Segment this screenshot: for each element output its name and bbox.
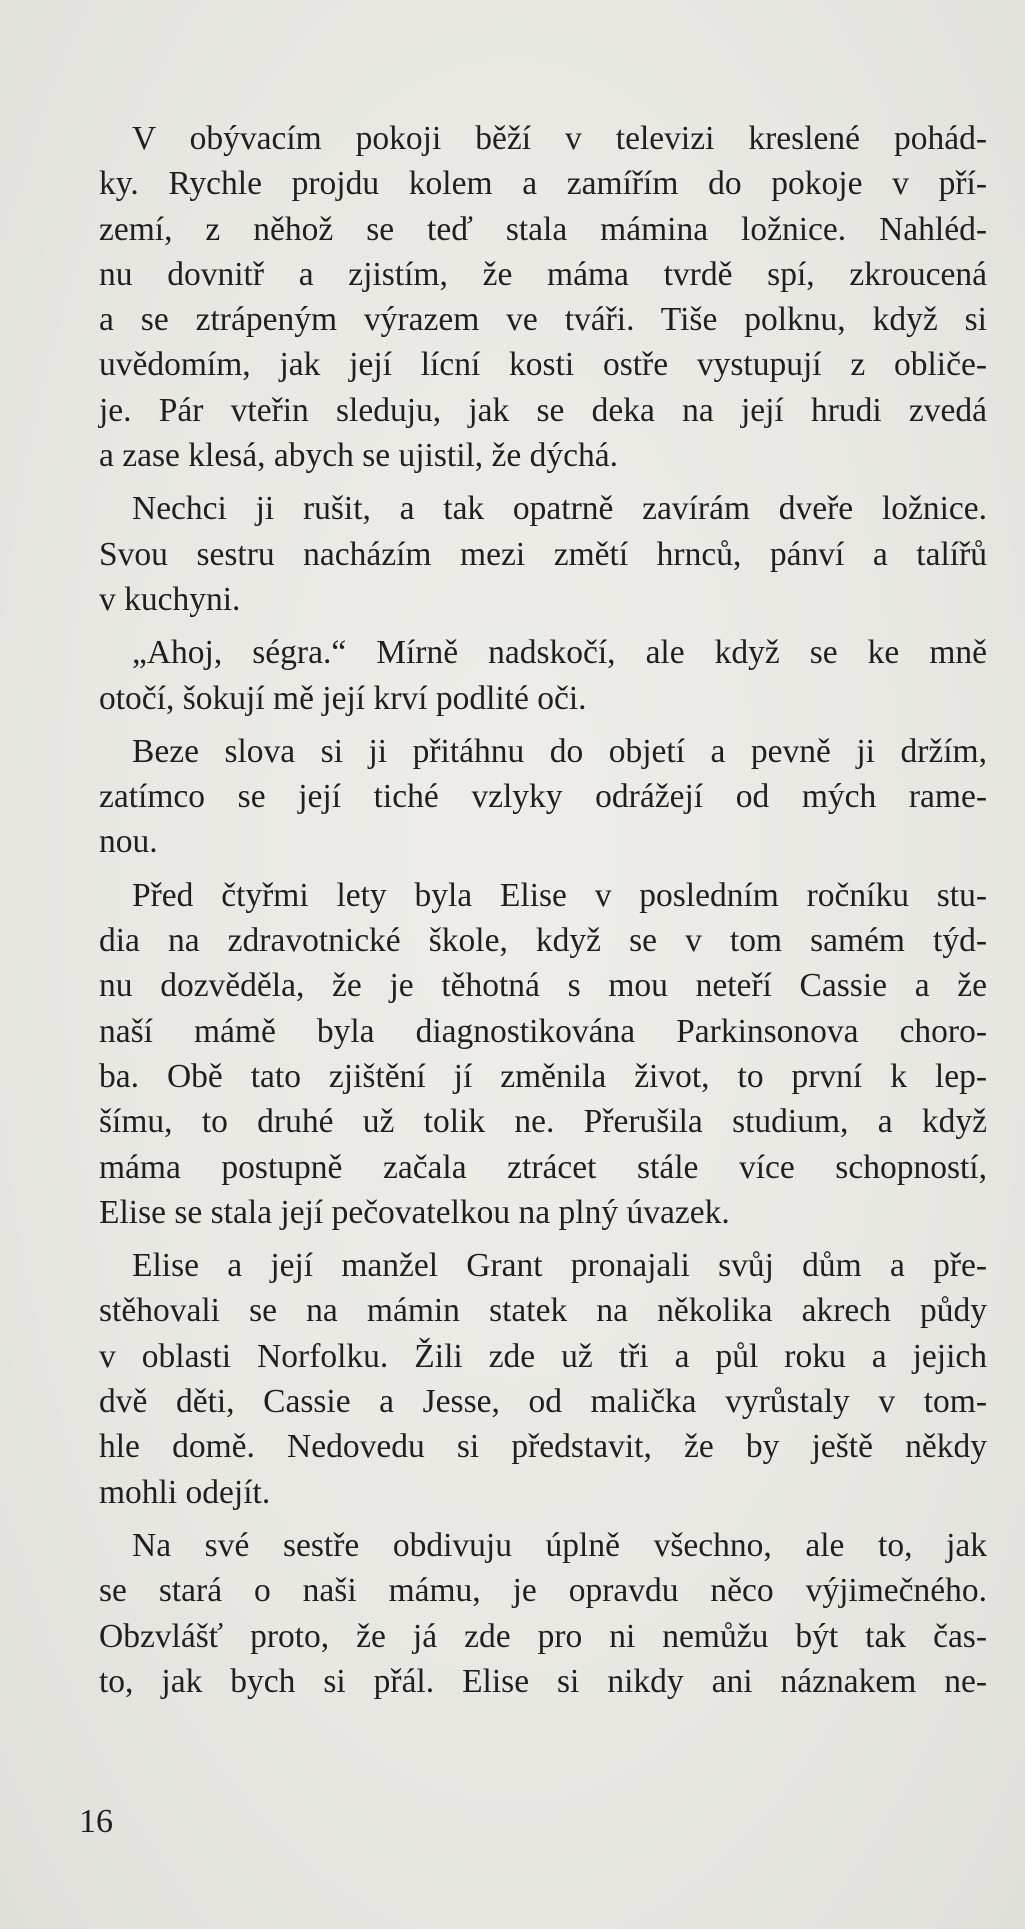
- text-line: hle domě. Nedovedu si představit, že by ještě někdy: [99, 1428, 987, 1466]
- text-line: nou.: [99, 823, 158, 861]
- paragraph: [99, 630, 987, 721]
- paragraph-gap: [99, 721, 987, 729]
- paragraph-gap: [99, 622, 987, 630]
- text-line: zemí, z něhož se teď stala mámina ložnice. Nahléd-: [99, 210, 987, 248]
- text-line: otočí, šokují mě její krví podlité oči.: [99, 679, 587, 717]
- text-line: nu dozvěděla, že je těhotná s mou neteří Cassie a že: [99, 967, 987, 1005]
- text-line: uvědomím, jak její lícní kosti ostře vystupují z obliče-: [99, 346, 987, 384]
- text-line: Elise a její manžel Grant pronajali svůj dům a pře-: [132, 1247, 987, 1285]
- text-line: ba. Obě tato zjištění jí změnila život, to první k lep-: [99, 1057, 987, 1095]
- text-line: nu dovnitř a zjistím, že máma tvrdě spí, zkroucená: [99, 255, 987, 293]
- text-line: dia na zdravotnické škole, když se v tom samém týd-: [99, 922, 987, 960]
- text-line: je. Pár vteřin sleduju, jak se deka na její hrudi zvedá: [99, 391, 987, 429]
- paragraph-gap: [99, 1235, 987, 1243]
- page-number: 16: [79, 1803, 113, 1840]
- paragraph: [99, 116, 987, 478]
- text-line: stěhovali se na mámin statek na několika akrech půdy: [99, 1292, 987, 1330]
- text-line: Beze slova si ji přitáhnu do objetí a pevně ji držím,: [132, 732, 987, 770]
- text-line: Obzvlášť proto, že já zde pro ni nemůžu být tak čas-: [99, 1617, 987, 1655]
- text-line: „Ahoj, ségra.“ Mírně nadskočí, ale když se ke mně: [132, 634, 987, 672]
- text-line: šímu, to druhé už tolik ne. Přerušila studium, a když: [99, 1103, 987, 1141]
- text-line: Elise se stala její pečovatelkou na plný úvazek.: [99, 1193, 730, 1231]
- text-line: a zase klesá, abych se ujistil, že dýchá.: [99, 437, 619, 475]
- text-line: to, jak bych si přál. Elise si nikdy ani náznakem ne-: [99, 1662, 987, 1700]
- text-line: dvě děti, Cassie a Jesse, od malička vyrůstaly v tom-: [99, 1383, 987, 1421]
- paragraph: [99, 1523, 987, 1704]
- text-line: naší mámě byla diagnostikována Parkinsonova choro-: [99, 1012, 987, 1050]
- paragraph: [99, 486, 987, 622]
- body-text: [99, 116, 987, 1704]
- text-line: v oblasti Norfolku. Žili zde už tři a půl roku a jejich: [99, 1337, 987, 1375]
- text-line: se stará o naši mámu, je opravdu něco výjimečného.: [99, 1572, 987, 1610]
- text-line: Na své sestře obdivuju úplně všechno, ale to, jak: [132, 1526, 987, 1564]
- text-line: V obývacím pokoji běží v televizi kreslené pohád-: [132, 120, 987, 157]
- paragraph-gap: [99, 865, 987, 873]
- text-line: mohli odejít.: [99, 1473, 271, 1511]
- text-line: Před čtyřmi lety byla Elise v posledním ročníku stu-: [132, 876, 987, 914]
- text-line: v kuchyni.: [99, 580, 241, 618]
- text-line: máma postupně začala ztrácet stále více schopností,: [99, 1148, 987, 1186]
- paragraph: [99, 729, 987, 865]
- paragraph: [99, 1243, 987, 1515]
- paragraph: [99, 873, 987, 1235]
- text-line: zatímco se její tiché vzlyky odrážejí od mých rame-: [99, 778, 987, 816]
- text-line: a se ztrápeným výrazem ve tváři. Tiše polknu, když si: [99, 301, 987, 339]
- text-line: Nechci ji rušit, a tak opatrně zavírám dveře ložnice.: [132, 490, 987, 528]
- paragraph-gap: [99, 478, 987, 486]
- text-line: Svou sestru nacházím mezi změtí hrnců, pánví a talířů: [99, 535, 987, 573]
- paragraph-gap: [99, 1515, 987, 1523]
- text-line: ky. Rychle projdu kolem a zamířím do pokoje v pří-: [99, 165, 987, 203]
